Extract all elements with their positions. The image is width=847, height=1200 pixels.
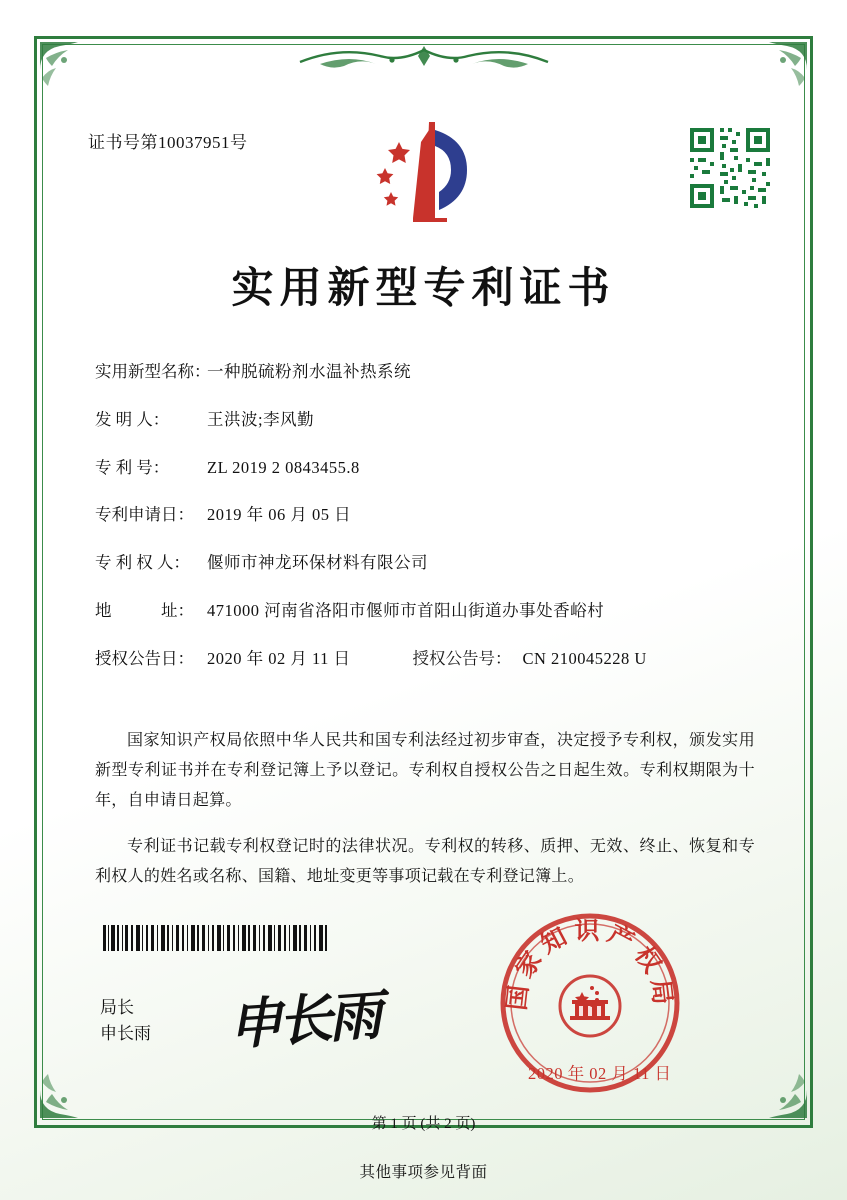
cnipa-logo-icon [363, 118, 485, 226]
field-row-application-date [95, 503, 755, 528]
field-value: 偃师市神龙环保材料有限公司 [207, 553, 428, 572]
corner-flourish-icon [38, 40, 104, 106]
page-indicator: 第 1 页 (共 2 页) [371, 1116, 476, 1132]
seal-date: 2020 年 02 月 11 日 [528, 1064, 672, 1083]
page-title: 实用新型专利证书 [231, 263, 616, 312]
director-name-label: 申长雨 [100, 1024, 151, 1043]
certificate-number: 证书号第10037951号 [88, 133, 248, 152]
signature-labels [100, 995, 151, 1047]
field-label: 专利申请日： [95, 505, 194, 525]
legal-text [95, 710, 755, 898]
field-value: ZL 2019 2 0843455.8 [207, 457, 360, 477]
paragraph: 专利证书记载专利权登记时的法律状况。专利权的转移、质押、无效、终止、恢复和专利权人的姓名或名称、国籍、地址变更等事项记载在专利登记簿上。 [95, 838, 755, 885]
field-row-grant-announcement [95, 647, 755, 672]
field-value: 王洪波;李风勤 [207, 409, 315, 429]
field-label: 实用新型名称： [95, 362, 211, 381]
field-label: 地 址： [95, 600, 194, 620]
handwritten-signature: 申长雨 [226, 982, 381, 1057]
field-label-grant-date: 授权公告日： [95, 648, 194, 668]
field-value-grant-number: CN 210045228 U [522, 648, 647, 668]
director-title-label: 局长 [100, 998, 134, 1017]
outside-note: 其他事项参见背面 [359, 1164, 488, 1181]
field-value: 一种脱硫粉剂水温补热系统 [207, 362, 411, 381]
corner-flourish-icon [743, 40, 809, 106]
field-label-grant-number: 授权公告号： [412, 648, 512, 668]
field-row-utility-model-name [95, 360, 755, 385]
field-row-patent-number [95, 456, 755, 481]
svg-text:国家知识产权局: 国家知识产权局 [501, 916, 679, 1012]
field-label: 专 利 号： [95, 457, 170, 477]
corner-flourish-icon [38, 1054, 104, 1120]
field-list [95, 360, 755, 694]
field-row-address [95, 599, 755, 624]
field-value-grant-date: 2020 年 02 月 11 日 [207, 648, 351, 668]
qr-code-icon [686, 124, 774, 212]
field-label: 专 利 权 人： [95, 553, 190, 572]
field-row-inventor [95, 408, 755, 433]
corner-flourish-icon [743, 1054, 809, 1120]
field-label: 发 明 人： [95, 409, 170, 429]
field-value: 471000 河南省洛阳市偃师市首阳山街道办事处香峪村 [207, 600, 605, 620]
paragraph: 国家知识产权局依照中华人民共和国专利法经过初步审查，决定授予专利权，颁发实用新型专利证书并在专利登记簿上予以登记。专利权自授权公告之日起生效。专利权期限为十年，自申请日起算。 [95, 732, 755, 809]
barcode-icon [103, 925, 327, 951]
top-flourish-icon [280, 44, 568, 80]
field-row-patentee [95, 551, 755, 576]
field-value: 2019 年 06 月 05 日 [207, 505, 352, 525]
